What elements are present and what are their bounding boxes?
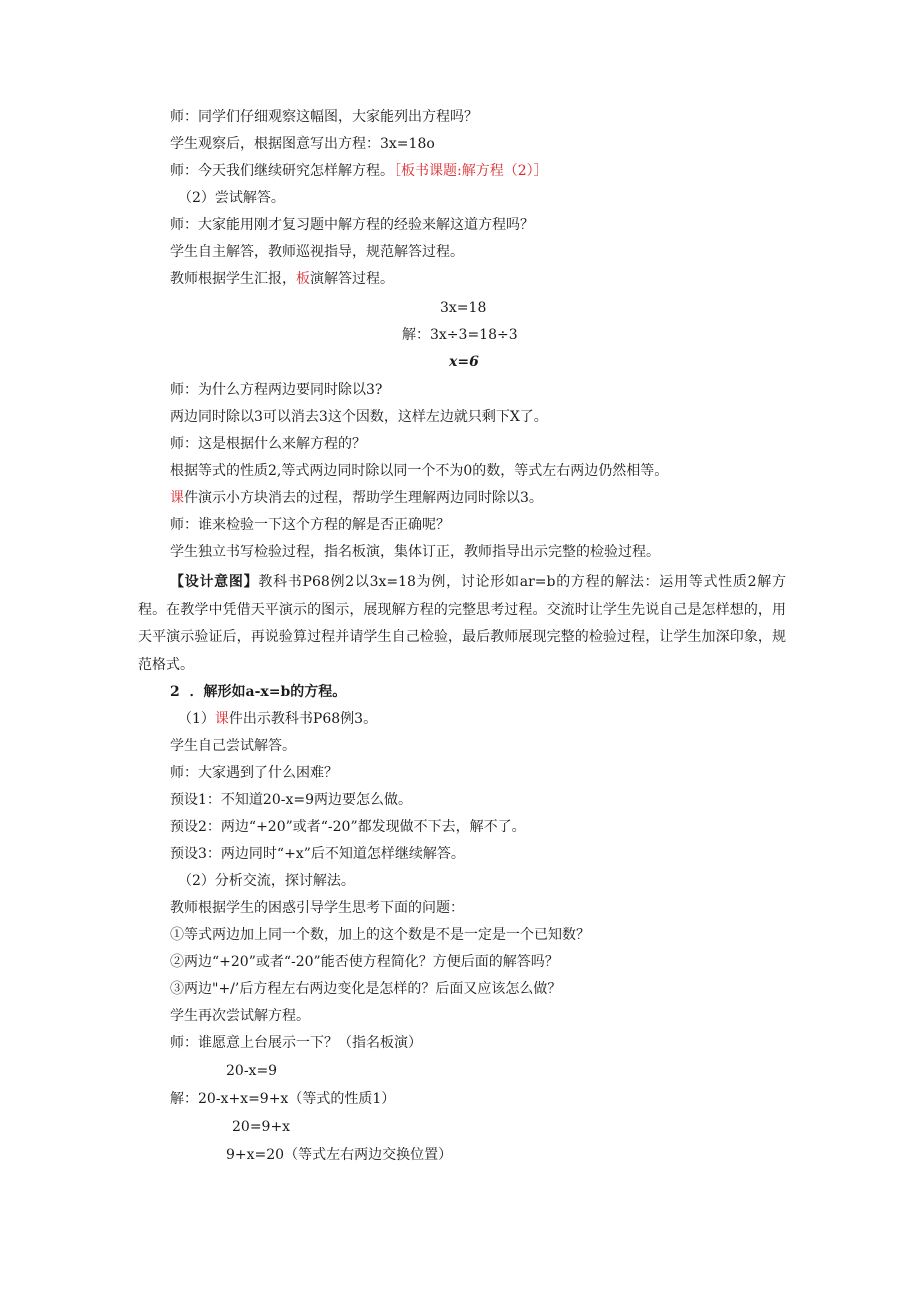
text-line: 预设1：不知道20-x=9两边要怎么做。 [170,792,412,808]
text-line: 师：谁来检验一下这个方程的解是否正确呢？ [170,517,450,533]
equation: 20=9+x [232,1119,291,1135]
equation: 9+x=20（等式左右两边交换位置） [226,1147,453,1163]
text-line: 教师根据学生的困惑引导学生思考下面的问题： [170,900,464,916]
text-line [170,269,394,289]
text-span: 演解答过程。 [310,271,394,287]
equation: 解：20-x+x=9+x（等式的性质1） [170,1091,396,1107]
text-span: （1） [178,711,215,727]
text-span: 件演示小方块消去的过程，帮助学生理解两边同时除以3。 [184,490,543,506]
equation: 20-x=9 [226,1063,278,1079]
text-line [170,488,543,508]
text-line: 学生观察后，根据图意写出方程：3x=18o [170,136,435,152]
text-line: ③两边"+/’后方程左右两边变化是怎样的？后面又应该怎么做？ [170,981,562,997]
text-span: 件出示教科书P68例3。 [228,711,378,727]
equation: 解：3x÷3=18÷3 [402,327,518,343]
text-line: 师：谁愿意上台展示一下？（指名板演） [170,1035,422,1051]
section-title: ．解形如a-x=b的方程。 [189,684,347,700]
text-line: 师：大家遇到了什么困难？ [170,765,338,781]
text-line: 学生自主解答，教师巡视指导，规范解答过程。 [170,244,464,260]
text-span: 师：今天我们继续研究怎样解方程。 [170,163,394,179]
design-intent-title: 【设计意图】 [170,574,259,590]
section-number: 2 [170,684,180,700]
text-line: ①等式两边加上同一个数，加上的这个数是不是一定是一个已知数？ [170,927,590,943]
text-line: ②两边“+20”或者“-20”能否使方程简化？方便后面的解答吗？ [170,954,559,970]
text-span-red: 课 [170,490,184,506]
text-line: 学生再次尝试解方程。 [170,1008,310,1024]
text-line: 师：同学们仔细观察这幅图，大家能列出方程吗？ [170,109,478,125]
text-line: 两边同时除以3可以消去3这个因数，这样左边就只剩下X了。 [170,409,548,425]
blackboard-title: ［板书课题:解方程（2）］ [394,163,548,179]
design-intent-body: 教科书P68例2以3x=18为例，讨论形如ar=b的方程的解法：运用等式性质2解方程。在教学中凭借天平演示的图示，展现解方程的完整思考过程。交流时让学生先说自己是怎样想的，用天平演示验证后，再说验算过程并请学生自己检验，最后教师展现完整的检验过程，让学生加深印象，规范格式。 [138,574,786,673]
text-line: 根据等式的性质2,等式两边同时除以同一个不为0的数，等式左右两边仍然相等。 [170,463,669,479]
text-line [178,709,377,729]
text-line: 预设2：两边“+20”或者“-20”都发现做不下去，解不了。 [170,819,526,835]
text-line: 学生独立书写检验过程，指名板演，集体订正，教师指导出示完整的检验过程。 [170,544,660,560]
text-line: 师：为什么方程两边要同时除以3? [170,382,383,398]
equation: 3x=18 [440,300,487,316]
text-line [170,161,548,181]
text-line: 预设3：两边同时“+x”后不知道怎样继续解答。 [170,846,465,862]
text-line: 学生自己尝试解答。 [170,738,296,754]
design-intent-paragraph [138,569,786,679]
text-span-red: 课 [214,711,229,727]
text-line: （2）分析交流，探讨解法。 [178,873,355,889]
text-span-red: 板 [296,271,310,287]
equation-result: x=6 [449,354,479,370]
text-line: 师：大家能用刚才复习题中解方程的经验来解这道方程吗？ [170,217,534,233]
text-line: （2）尝试解答。 [178,190,285,206]
text-line: 师：这是根据什么来解方程的？ [170,436,366,452]
text-span: 教师根据学生汇报， [170,271,296,287]
section-heading [170,682,346,702]
